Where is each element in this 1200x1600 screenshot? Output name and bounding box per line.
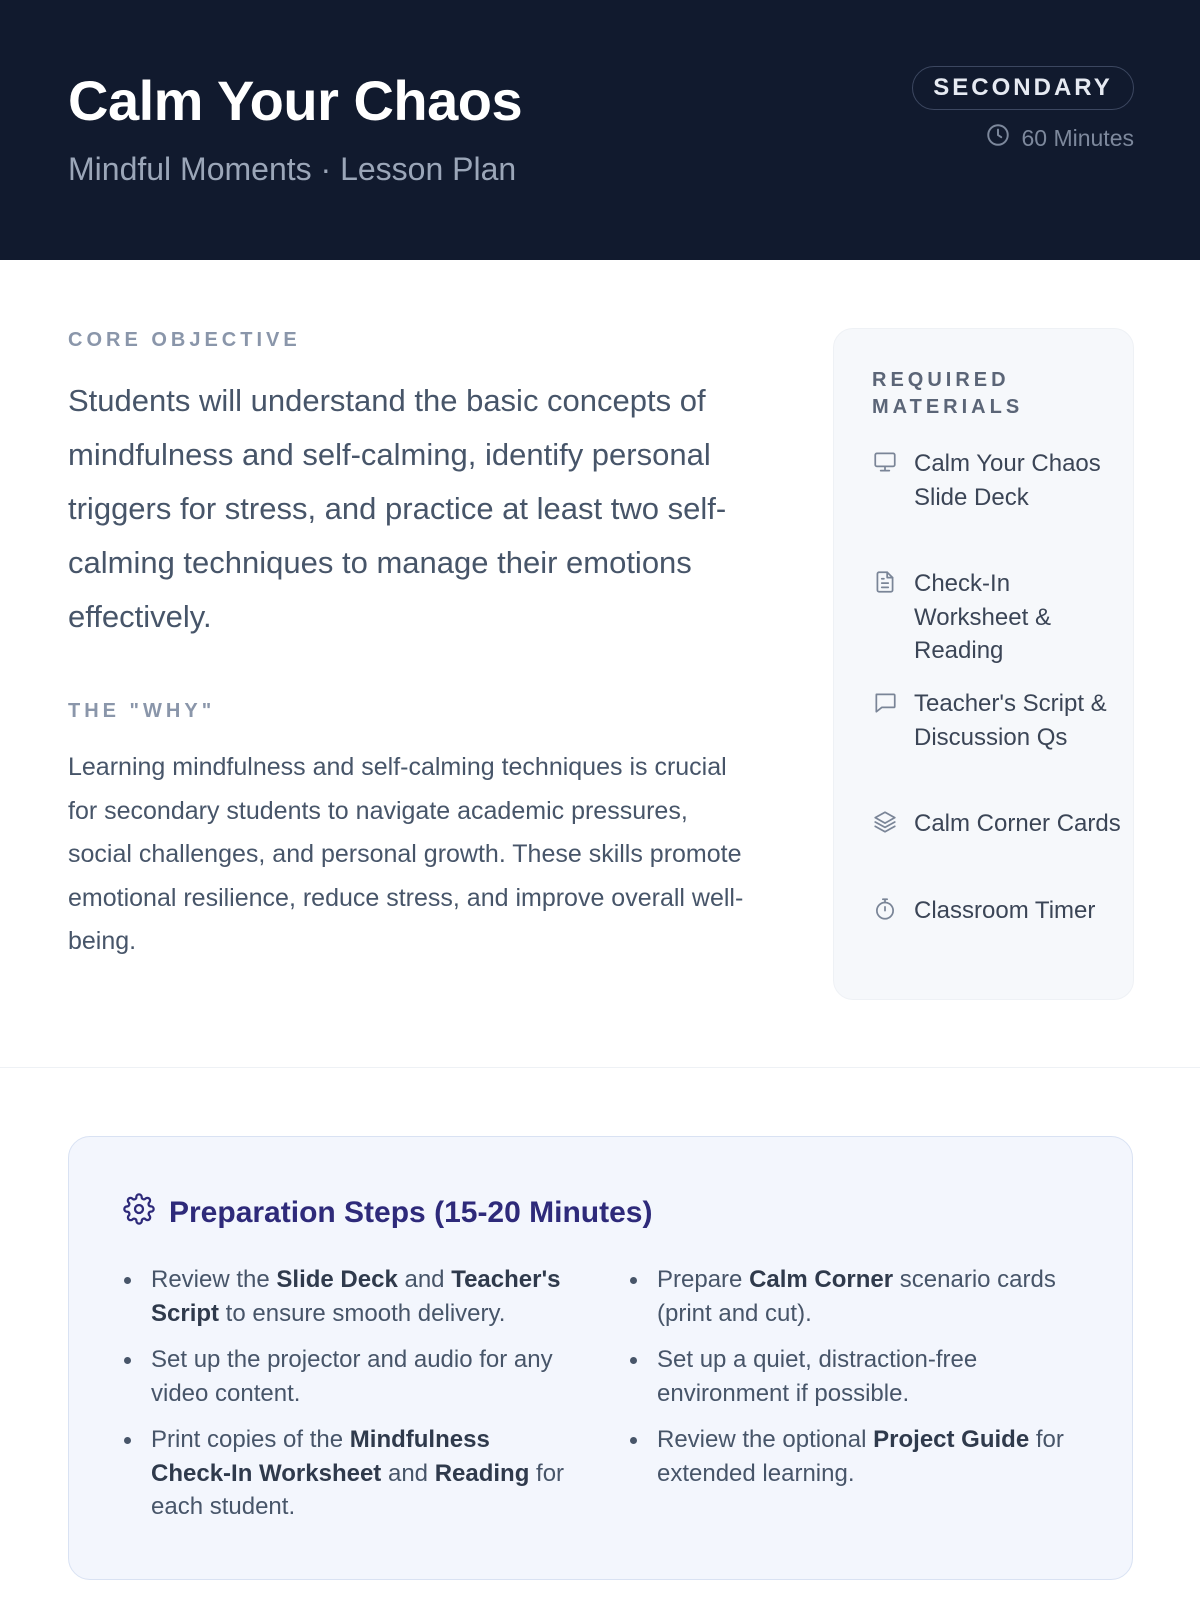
materials-label: REQUIRED MATERIALS bbox=[872, 369, 1024, 418]
duration bbox=[985, 122, 1134, 154]
why-label: THE "WHY" bbox=[68, 700, 216, 722]
material-item: Classroom Timer bbox=[872, 894, 1122, 928]
materials-panel bbox=[833, 328, 1134, 1000]
section-divider bbox=[0, 1067, 1200, 1068]
speech-bubble-icon bbox=[872, 689, 900, 717]
preparation-panel bbox=[68, 1136, 1133, 1580]
preparation-title: Preparation Steps (15-20 Minutes) bbox=[169, 1196, 653, 1229]
stopwatch-icon bbox=[872, 896, 900, 924]
material-item: Teacher's Script & Discussion Qs bbox=[872, 687, 1122, 754]
material-item: Check-In Worksheet & Reading bbox=[872, 567, 1122, 668]
layers-icon bbox=[872, 809, 900, 837]
preparation-step: Prepare Calm Corner scenario cards (print and cut). bbox=[629, 1263, 1089, 1330]
gear-icon bbox=[123, 1193, 155, 1233]
objective-text: Students will understand the basic concepts of mindfulness and self-calming, identify personal triggers for stress, and practice at least two self-calming techniques to manage their emotions effectively. bbox=[68, 383, 727, 634]
clock-icon bbox=[985, 122, 1011, 154]
why-text: Learning mindfulness and self-calming techniques is crucial for secondary students to navigate academic pressures, social challenges, and personal growth. These skills promote emotional resilience, reduce stress, and improve overall well-being. bbox=[68, 753, 744, 955]
page-title: Calm Your Chaos bbox=[68, 69, 523, 132]
lesson-header bbox=[0, 0, 1200, 260]
preparation-heading bbox=[123, 1193, 652, 1233]
monitor-icon bbox=[872, 449, 900, 477]
preparation-step: Set up the projector and audio for any video content. bbox=[123, 1343, 573, 1410]
preparation-step: Print copies of the Mindfulness Check-In Worksheet and Reading for each student. bbox=[123, 1423, 573, 1524]
preparation-list-right bbox=[629, 1263, 1089, 1503]
document-icon bbox=[872, 569, 900, 597]
level-badge: SECONDARY bbox=[912, 66, 1134, 110]
preparation-list-left bbox=[123, 1263, 573, 1537]
material-item: Calm Corner Cards bbox=[872, 807, 1122, 841]
duration-text: 60 Minutes bbox=[1021, 124, 1134, 151]
material-item: Calm Your Chaos Slide Deck bbox=[872, 447, 1122, 514]
preparation-step: Review the optional Project Guide for extended learning. bbox=[629, 1423, 1089, 1490]
objective-label: CORE OBJECTIVE bbox=[68, 329, 301, 351]
preparation-step: Set up a quiet, distraction-free environment if possible. bbox=[629, 1343, 1089, 1410]
page-subtitle: Mindful Moments · Lesson Plan bbox=[68, 151, 517, 187]
preparation-step: Review the Slide Deck and Teacher's Script to ensure smooth delivery. bbox=[123, 1263, 573, 1330]
